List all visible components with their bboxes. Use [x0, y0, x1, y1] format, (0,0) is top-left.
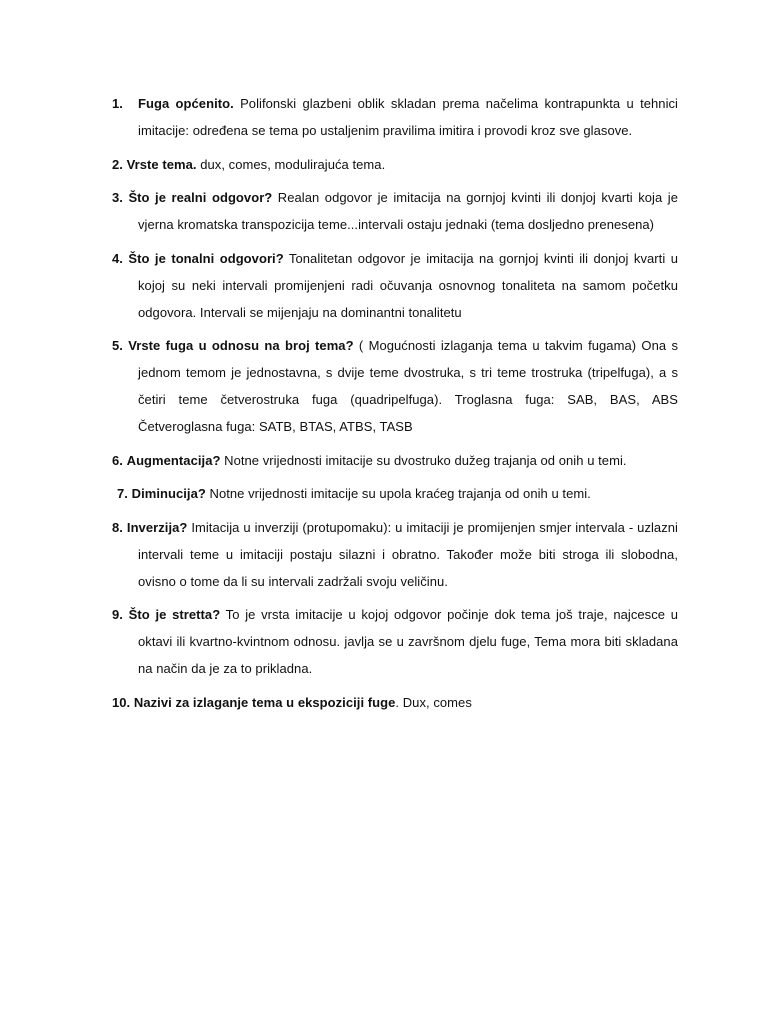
item-number: 6. [112, 452, 123, 468]
list-item [112, 689, 678, 716]
item-number: 2. [112, 156, 123, 172]
list-item [112, 601, 678, 682]
item-text: . Dux, comes [395, 694, 472, 710]
item-heading: Inverzija? [126, 519, 188, 535]
item-text: Polifonski glazbeni oblik skladan prema načelima kontrapunkta u tehnici imitacije: određena se tema po ustaljenim pravilima imitira i provodi kroz sve glasove. [138, 96, 678, 138]
item-text: Notne vrijednosti imitacije su upola kraćeg trajanja od onih u temi. [205, 486, 591, 501]
item-number: 5. [112, 338, 123, 353]
item-heading: Vrste fuga u odnosu na broj tema? [128, 338, 354, 353]
item-text: Notne vrijednosti imitacije su dvostruko dužeg trajanja od onih u temi. [220, 452, 627, 468]
list-item [112, 245, 678, 326]
item-heading: Diminucija? [131, 486, 206, 501]
item-heading: Što je realni odgovor? [128, 190, 273, 205]
item-number: 1. [112, 96, 123, 111]
list-item [112, 447, 678, 474]
list-item [117, 480, 678, 507]
item-heading: Augmentacija? [126, 452, 221, 468]
item-text: dux, comes, modulirajuća tema. [196, 156, 386, 172]
list-item [112, 151, 678, 178]
item-text: To je vrsta imitacije u kojoj odgovor počinje dok tema još traje, najcesce u oktavi ili kvartno-kvintnom odnosu. javlja se u završnom djelu fuge, Tema mora biti skladana na način da je za to prikladna. [138, 607, 679, 676]
item-text: Imitacija u inverziji (protupomaku): u imitaciji je promijenjen smjer intervala - uzlazni intervali teme u imitaciji postaju silazni i obratno. Također može biti stroga ili slobodna, ovisno o tome da li su intervali zadržali svoju veličinu. [138, 519, 678, 589]
item-text: Realan odgovor je imitacija na gornjoj kvinti ili donjoj kvarti koja je vjerna kromatska transpozicija teme...intervali ostaju jednaki (tema dosljedno prenesena) [138, 190, 678, 232]
question-list [112, 90, 678, 722]
item-heading: Što je stretta? [128, 607, 221, 622]
item-number: 10. [112, 694, 131, 710]
item-heading: Što je tonalni odgovori? [128, 250, 284, 266]
list-item [112, 332, 678, 440]
item-number: 8. [112, 519, 123, 535]
item-heading: Nazivi za izlaganje tema u ekspoziciji fuge [133, 694, 396, 710]
item-heading: Vrste tema. [126, 156, 197, 172]
item-number: 3. [112, 190, 123, 205]
item-text: Tonalitetan odgovor je imitacija na gornjoj kvinti ili donjoj kvarti u kojoj su neki intervali promijenjeni radi očuvanja osnovnog tonaliteta na samom početku odgovora. Intervali se mijenjaju na dominantni tonalitetu [138, 250, 678, 320]
item-number: 7. [117, 486, 128, 501]
item-number: 9. [112, 607, 123, 622]
item-number: 4. [112, 250, 123, 266]
item-text: ( Mogućnosti izlaganja tema u takvim fugama) Ona s jednom temom je jednostavna, s dvije teme dvostruka, s tri teme trostruka (tripelfuga), a s četiri teme četverostruka fuga (quadripelfuga). Troglasna fuga: SAB, BAS, ABS Četveroglasna fuga: SATB, BTAS, ATBS, TASB [138, 338, 678, 434]
list-item [112, 184, 678, 238]
item-heading: Fuga općenito. [138, 96, 234, 111]
list-item [112, 90, 678, 144]
list-item [112, 514, 678, 595]
